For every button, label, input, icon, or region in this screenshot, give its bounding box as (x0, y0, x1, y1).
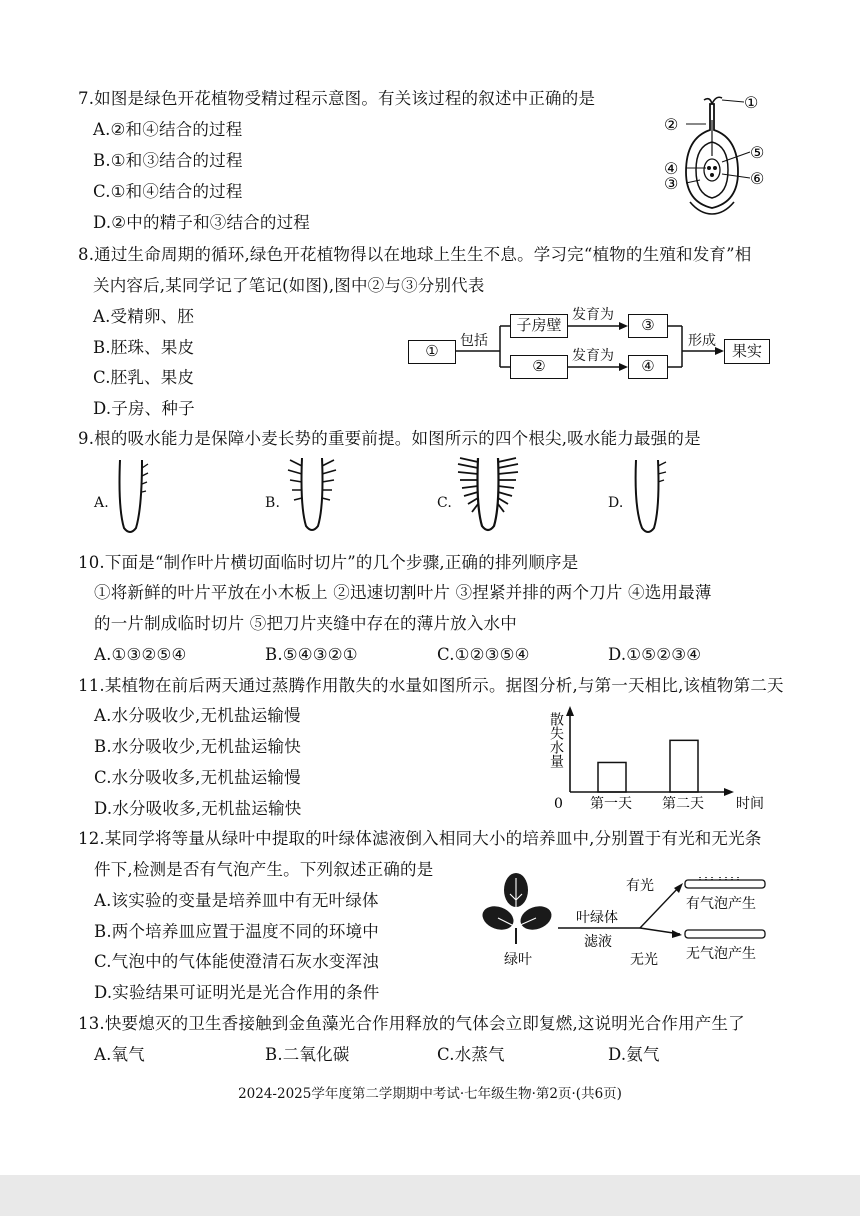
q12-option-a: A.该实验的变量是培养皿中有无叶绿体 (94, 891, 379, 910)
flower-label-5: ⑤ (750, 143, 765, 162)
q11-option-b: B.水分吸收少,无机盐运输快 (94, 737, 301, 756)
q10-option-b: B.⑤④③②① (265, 645, 358, 664)
flow-box-fruit: 果实 (724, 339, 770, 364)
q13-option-b: B.二氧化碳 (265, 1045, 350, 1064)
label-filtrate: 滤液 (584, 934, 612, 950)
q13-stem: 13.快要熄灭的卫生香接触到金鱼藻光合作用释放的气体会立即复燃,这说明光合作用产生了 (78, 1014, 745, 1033)
flow-box-1: ① (408, 340, 456, 364)
label-bubbles: 有气泡产生 (686, 896, 756, 912)
q10-option-a: A.①③②⑤④ (94, 645, 187, 664)
q10-steps-line1: ①将新鲜的叶片平放在小木板上 ②迅速切割叶片 ③捏紧并排的两个刀片 ④选用最薄 (94, 583, 712, 602)
q9-stem: 9.根的吸水能力是保障小麦长势的重要前提。如图所示的四个根尖,吸水能力最强的是 (78, 429, 701, 448)
page-footer: 2024-2025学年度第二学期期中考试·七年级生物·第2页·(共6页) (238, 1086, 622, 1102)
q9-option-c: C. (437, 495, 453, 511)
root-tip-d (626, 458, 670, 538)
chloroplast-experiment-diagram (480, 868, 780, 968)
q12-option-d: D.实验结果可证明光是光合作用的条件 (94, 983, 380, 1002)
q13-option-c: C.水蒸气 (437, 1045, 505, 1064)
label-no-bubbles: 无气泡产生 (686, 946, 756, 962)
q8-option-c: C.胚乳、果皮 (93, 368, 195, 387)
q13-option-a: A.氧气 (94, 1045, 145, 1064)
q10-option-c: C.①②③⑤④ (437, 645, 530, 664)
label-dark: 无光 (630, 952, 658, 968)
flow-box-2: ② (510, 355, 568, 379)
root-tip-c (452, 456, 522, 536)
flower-label-3: ③ (664, 174, 679, 193)
q9-option-d: D. (608, 495, 624, 511)
flower-label-2: ② (664, 115, 679, 134)
q12-option-c: C.气泡中的气体能使澄清石灰水变浑浊 (94, 952, 379, 971)
flower-label-4: ④ (664, 159, 679, 178)
q7-option-d: D.②中的精子和③结合的过程 (93, 213, 310, 232)
label-light: 有光 (626, 878, 654, 894)
label-green-leaf: 绿叶 (504, 952, 532, 968)
chart-bar-2 (670, 740, 698, 792)
q7-stem: 7.如图是绿色开花植物受精过程示意图。有关该过程的叙述中正确的是 (78, 89, 596, 108)
q10-option-d: D.①⑤②③④ (608, 645, 702, 664)
flower-label-6: ⑥ (750, 169, 765, 188)
q11-stem: 11.某植物在前后两天通过蒸腾作用散失的水量如图所示。据图分析,与第一天相比,该植物第二天 (78, 676, 784, 695)
chart-category-label-2: 第二天 (662, 796, 704, 812)
chart-category-label-1: 第一天 (590, 796, 632, 812)
q12-stem-line1: 12.某同学将等量从绿叶中提取的叶绿体滤液倒入相同大小的培养皿中,分别置于有光和无光条 (78, 829, 762, 848)
q9-option-a: A. (94, 495, 109, 511)
flow-develop-label-top: 发育为 (572, 307, 614, 323)
label-chloroplast: 叶绿体 (576, 910, 618, 926)
q8-option-a: A.受精卵、胚 (93, 307, 195, 326)
q11-option-a: A.水分吸收少,无机盐运输慢 (94, 706, 301, 725)
viewer-bottom-bar (0, 1175, 860, 1216)
root-tip-a (112, 458, 152, 538)
q8-stem-line1: 8.通过生命周期的循环,绿色开花植物得以在地球上生生不息。学习完“植物的生殖和发育”相 (78, 245, 752, 264)
root-tip-b (282, 456, 342, 536)
q12-option-b: B.两个培养皿应置于温度不同的环境中 (94, 922, 379, 941)
q8-option-d: D.子房、种子 (93, 399, 195, 418)
q11-option-d: D.水分吸收多,无机盐运输快 (94, 799, 302, 818)
transpiration-bar-chart (540, 700, 780, 820)
q7-option-c: C.①和④结合的过程 (93, 182, 243, 201)
flower-label-1: ① (744, 93, 759, 112)
q9-option-b: B. (265, 495, 281, 511)
q11-option-c: C.水分吸收多,无机盐运输慢 (94, 768, 301, 787)
flow-box-ovary-wall: 子房壁 (510, 314, 568, 338)
green-leaves-icon (479, 873, 555, 944)
chart-y-axis-label: 散失水量 (548, 712, 564, 768)
flow-include-label: 包括 (460, 333, 488, 349)
q8-option-b: B.胚珠、果皮 (93, 338, 195, 357)
chart-bar-1 (598, 762, 626, 792)
flow-box-3: ③ (628, 314, 668, 338)
chart-x-axis-label: 时间 (736, 796, 764, 812)
q13-option-d: D.氨气 (608, 1045, 660, 1064)
q10-stem: 10.下面是“制作叶片横切面临时切片”的几个步骤,正确的排列顺序是 (78, 553, 579, 572)
q7-option-b: B.①和③结合的过程 (93, 151, 243, 170)
q7-option-a: A.②和④结合的过程 (93, 120, 243, 139)
q10-steps-line2: 的一片制成临时切片 ⑤把刀片夹缝中存在的薄片放入水中 (94, 614, 517, 633)
flow-develop-label-bottom: 发育为 (572, 348, 614, 364)
flow-form-label: 形成 (688, 333, 716, 349)
q8-stem-line2: 关内容后,某同学记了笔记(如图),图中②与③分别代表 (93, 276, 485, 295)
q12-stem-line2: 件下,检测是否有气泡产生。下列叙述正确的是 (94, 860, 434, 879)
chart-origin-label: 0 (554, 796, 563, 812)
flow-box-4: ④ (628, 355, 668, 379)
